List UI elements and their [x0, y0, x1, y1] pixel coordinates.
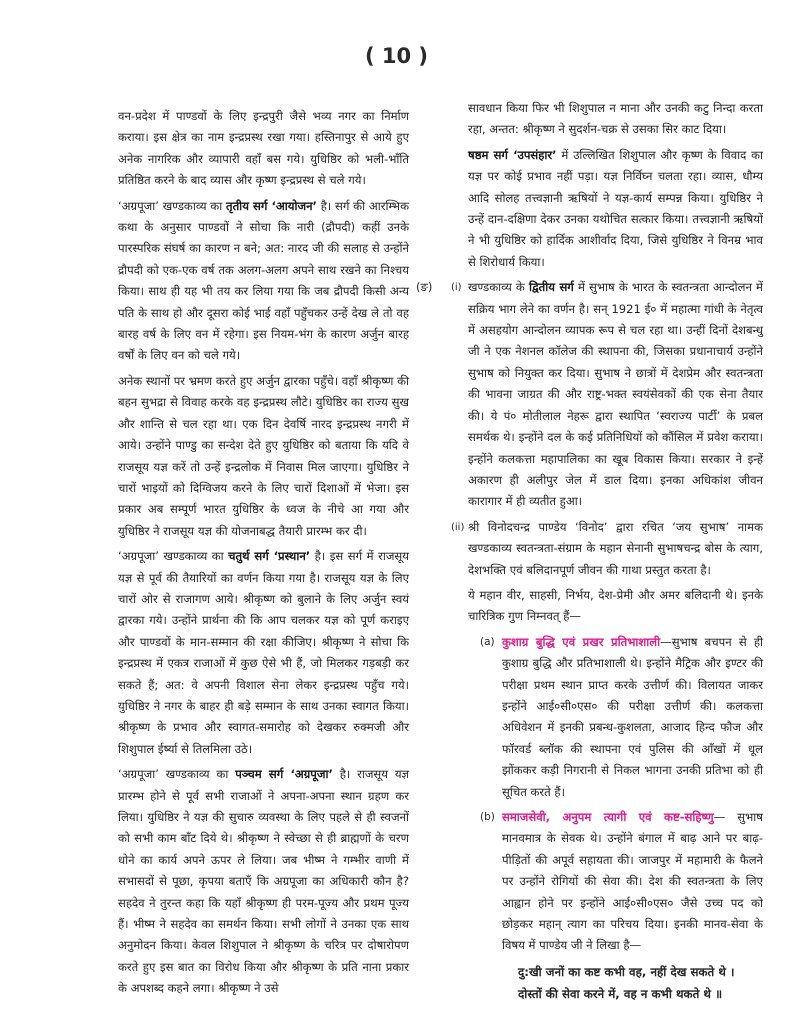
- paragraph-chaturth-sarg: [118, 546, 409, 760]
- text: ‘अग्रपूजा’ खण्डकाव्य का: [118, 767, 236, 782]
- item-i-text: [468, 277, 763, 512]
- text: है। इस सर्ग में राजसूय यज्ञ से पूर्व की तैयारियों का वर्णन किया गया है। राजसूय यज्ञ के लिए चारों ओर से राजागण आये। श्रीकृष्ण को बुलाने के लिए अर्जुन स्वयं द्वारका गये। उन्होंने प्रार्थना की कि आप चलकर यज्ञ को पूर्ण कराइए और पाण्डवों के मान-सम्मान की रक्षा कीजिए। श्रीकृष्ण ने सोचा कि इन्द्रप्रस्थ में एकत्र राजाओं में कुछ ऐसे भी हैं, जो मिलकर गड़बड़ी कर सकते हैं; अत: वे अपनी विशाल सेना लेकर इन्द्रप्रस्थ पहुँच गये। युधिष्ठिर ने नगर के बाहर ही बड़े सम्मान के साथ उनका स्वागत किया। श्रीकृष्ण के प्रभाव और स्वागत-समारोह को देखकर रुक्मजी और शिशुपाल ईर्ष्या से तिलमिला उठे।: [118, 549, 409, 756]
- paragraph-pancham-sarg: [118, 764, 409, 999]
- sarg-title: चतुर्थ सर्ग ‘प्रस्थान’: [228, 549, 311, 564]
- right-column: [416, 98, 763, 1005]
- poem-quote: [518, 961, 763, 1005]
- item-ii-text: श्री विनोदचन्द्र पाण्डेय ‘विनोद’ द्वारा रचित ‘जय सुभाष’ नामक खण्डकाव्य स्वतन्त्रता-संग्राम के महान सेनानी सुभाषचन्द्र बोस के त्याग, देशभक्ति एवं बलिदानपूर्ण जीवन की गाथा प्रस्तुत करता है।: [468, 519, 763, 577]
- text: — सुभाष मानवमात्र के सेवक थे। उन्होंने बंगाल में बाढ़ आने पर बाढ़-पीड़ितों की अपूर्व सहायता की। जाजपुर में महामारी के फैलने पर उन्होंने रोगियों की सेवा की। देश की स्वतन्त्रता के लिए आह्वान होने पर इन्होंने आई०सी०एस० जैसे उच्च पद को छोड़कर महान् त्याग का परिचय दिया। इनकी मानव-सेवा के विषय में पाण्डेय जी ने लिखा है—: [502, 810, 763, 953]
- text: ‘अग्रपूजा’ खण्डकाव्य का: [118, 549, 229, 564]
- left-column: [118, 106, 409, 1004]
- sub-item-a: [480, 632, 763, 803]
- text: —सुभाष बचपन से ही कुशाग्र बुद्धि और प्रतिभाशाली थे। इन्होंने मैट्रिक और इण्टर की परीक्षा प्रथम स्थान प्राप्त करके उत्तीर्ण की। विलायत जाकर इन्होंने आई०सी०एस० की परीक्षा उत्तीर्ण की। कलकत्ता अधिवेशन में इनकी प्रबन्ध-कुशलता, आजाद हिन्द फौज और फॉरवर्ड ब्लॉक की स्थापना एवं पुलिस की आँखों में धूल झोंककर कड़ी निगरानी से निकल भागना उनकी प्रतिभा को ही सूचित करते हैं।: [502, 634, 763, 799]
- sarg-title: पञ्चम सर्ग ‘अग्रपूजा’: [235, 767, 333, 782]
- item-ii-text2: ये महान वीर, साहसी, निर्भय, देश-प्रेमी और अमर बलिदानी थे। इनके चारित्रिक गुण निम्नवत् हैं—: [468, 587, 763, 624]
- poem-line-1: दु:खी जनों का कष्ट कभी वह, नहीं देख सकते थे ।: [518, 964, 735, 979]
- highlight-heading: समाजसेवी, अनुपम त्यागी एवं कष्ट-सहिष्णु: [502, 810, 714, 824]
- page-number: ( 10 ): [364, 44, 429, 68]
- section-marker: (ङ): [416, 280, 433, 295]
- item-ii: [451, 517, 763, 628]
- text: है। सर्ग की आरम्भिक कथा के अनुसार पाण्डवों ने सोचा कि नारी (द्रौपदी) कहीं उनके पारस्परिक संघर्ष का कारण न बने; अत: नारद जी की सलाह से उन्होंने द्रौपदी को एक-एक वर्ष तक अलग-अलग अपने साथ रखने का निश्चय किया। साथ ही यह भी तय कर लिया गया कि जब द्रौपदी किसी अन्य पति के साथ हो और दूसरा कोई भाई वहाँ पहुँचकर उन्हें देख ले तो वह बारह वर्ष के लिए वन में रहेगा। इस नियम-भंग के कारण अर्जुन बारह वर्षों के लिए वन को चले गये।: [118, 198, 409, 363]
- sub-a-text: [502, 632, 763, 803]
- item-marker-ii: (ii): [451, 521, 465, 533]
- highlight-heading: कुशाग्र बुद्धि एवं प्रखर प्रतिभाशाली: [502, 634, 661, 649]
- sarg-title: तृतीय सर्ग ‘आयोजन’: [225, 198, 317, 213]
- paragraph-arjun-dwarka: अनेक स्थानों पर भ्रमण करते हुए अर्जुन द्वारका पहुँचे। वहाँ श्रीकृष्ण की बहन सुभद्रा से विवाह करके वह इन्द्रप्रस्थ लौटे। युधिष्ठिर का राज्य सुख और शान्ति से चल रहा था। एक दिन देवर्षि नारद इन्द्रप्रस्थ नगरी में आये। उन्होंने पाण्डु का सन्देश देते हुए युधिष्ठिर को बताया कि यदि वे राजसूय यज्ञ करें तो उन्हें इन्द्रलोक में निवास मिल जाएगा। युधिष्ठिर ने चारों भाइयों को दिग्विजय करने के लिए चारों दिशाओं में भेजा। इस प्रकार अब सम्पूर्ण भारत युधिष्ठिर के ध्वज के नीचे आ गया और युधिष्ठिर ने राजसूय यज्ञ की योजनाबद्ध तैयारी प्रारम्भ कर दी।: [118, 373, 409, 538]
- paragraph-shishupal-vadh: सावधान किया फिर भी शिशुपाल न माना और उनकी कटु निन्दा करता रहा, अन्तत: श्रीकृष्ण ने सुदर्शन-चक्र से उसका सिर काट दिया।: [468, 101, 763, 137]
- sub-b-text: [502, 807, 763, 957]
- item-marker-i: (i): [451, 282, 462, 294]
- paragraph-tritiya-sarg: [118, 196, 409, 367]
- sub-marker-b: (b): [480, 811, 495, 823]
- text: में सुभाष के भारत के स्वतन्त्रता आन्दोलन में सक्रिय भाग लेने का वर्णन है। सन् 1921 ई० में महात्मा गांधी के नेतृत्व में असहयोग आन्दोलन व्यापक रूप से चल रहा था। उन्हीं दिनों देशबन्धु जी ने एक नेशनल कॉलेज की स्थापना की, जिसका प्रधानाचार्य उन्होंने सुभाष को नियुक्त कर दिया। सुभाष ने छात्रों में देशप्रेम और स्वतन्त्रता की भावना जाग्रत की और राष्ट्र-भक्त स्वयंसेवकों की एक सेना तैयार की। ये पं० मोतीलाल नेहरू द्वारा स्थापित ‘स्वराज्य पार्टी’ के प्रबल समर्थक थे। इन्होंने दल के कई प्रतिनिधियों को कौंसिल में प्रवेश कराया। इन्होंने कलकत्ता महापालिका का खूब विकास किया। सरकार ने इन्हें अकारण ही अलीपुर जेल में डाल दिया। इनका अधिकांश जीवन कारागार में ही व्यतीत हुआ।: [468, 280, 763, 509]
- sub-item-b: [480, 807, 763, 957]
- sarg-title: द्वितीय सर्ग: [528, 280, 574, 295]
- sub-marker-a: (a): [480, 635, 495, 648]
- text: में उल्लिखित शिशुपाल और कृष्ण के विवाद का यज्ञ पर कोई प्रभाव नहीं पड़ा। यज्ञ निर्विघ्न चलता रहा। व्यास, धौम्य आदि सोलह तत्त्वज्ञानी ऋषियों ने यज्ञ-कार्य सम्पन्न किया। युधिष्ठिर ने उन्हें दान-दक्षिणा देकर उनका यथोचित सत्कार किया। तत्त्वज्ञानी ऋषियों ने भी युधिष्ठिर को हार्दिक आशीर्वाद दिया, जिसे युधिष्ठिर ने विनम्र भाव से शिरोधार्य किया।: [468, 147, 763, 269]
- paragraph-indraprastha: वन-प्रदेश में पाण्डवों के लिए इन्द्रपुरी जैसे भव्य नगर का निर्माण कराया। इस क्षेत्र का नाम इन्द्रप्रस्थ रखा गया। हस्तिनापुर से आये हुए अनेक नागरिक और व्यापारी वहाँ बस गये। युधिष्ठिर को भली-भाँति प्रतिष्ठित करने के बाद व्यास और कृष्ण इन्द्रप्रस्थ से चले गये।: [118, 109, 409, 188]
- text: खण्डकाव्य के: [468, 280, 529, 295]
- section-e: [416, 277, 763, 512]
- poem-line-2: दोस्तों की सेवा करने में, वह न कभी थकते थे ॥: [518, 986, 723, 1001]
- text: है। राजसूय यज्ञ प्रारम्भ होने से पूर्व सभी राजाओं ने अपना-अपना स्थान ग्रहण कर लिया। युधिष्ठिर ने यज्ञ की सुचारु व्यवस्था के लिए पहले से ही स्वजनों को सभी काम बाँट दिये थे। श्रीकृष्ण ने स्वेच्छा से ही ब्राह्मणों के चरण धोने का कार्य अपने ऊपर ले लिया। जब भीष्म ने गम्भीर वाणी में सभासदों से पूछा, कृपया बताएँ कि अग्रपूजा का अधिकारी कौन है? सहदेव ने तुरन्त कहा कि यहाँ श्रीकृष्ण ही परम-पूज्य और प्रथम पूज्य हैं। भीष्म ने सहदेव का समर्थन किया। सभी लोगों ने उनका एक साथ अनुमोदन किया। केवल शिशुपाल ने श्रीकृष्ण के चरित्र पर दोषारोपण करते हुए इस बात का विरोध किया और श्रीकृष्ण के प्रति नाना प्रकार के अपशब्द कहने लगा। श्रीकृष्ण ने उसे: [118, 767, 409, 996]
- paragraph-shashtham-sarg: [468, 145, 763, 273]
- text: ‘अग्रपूजा’ खण्डकाव्य का: [118, 198, 226, 213]
- sarg-title: षष्ठम सर्ग ‘उपसंहार’: [468, 147, 557, 162]
